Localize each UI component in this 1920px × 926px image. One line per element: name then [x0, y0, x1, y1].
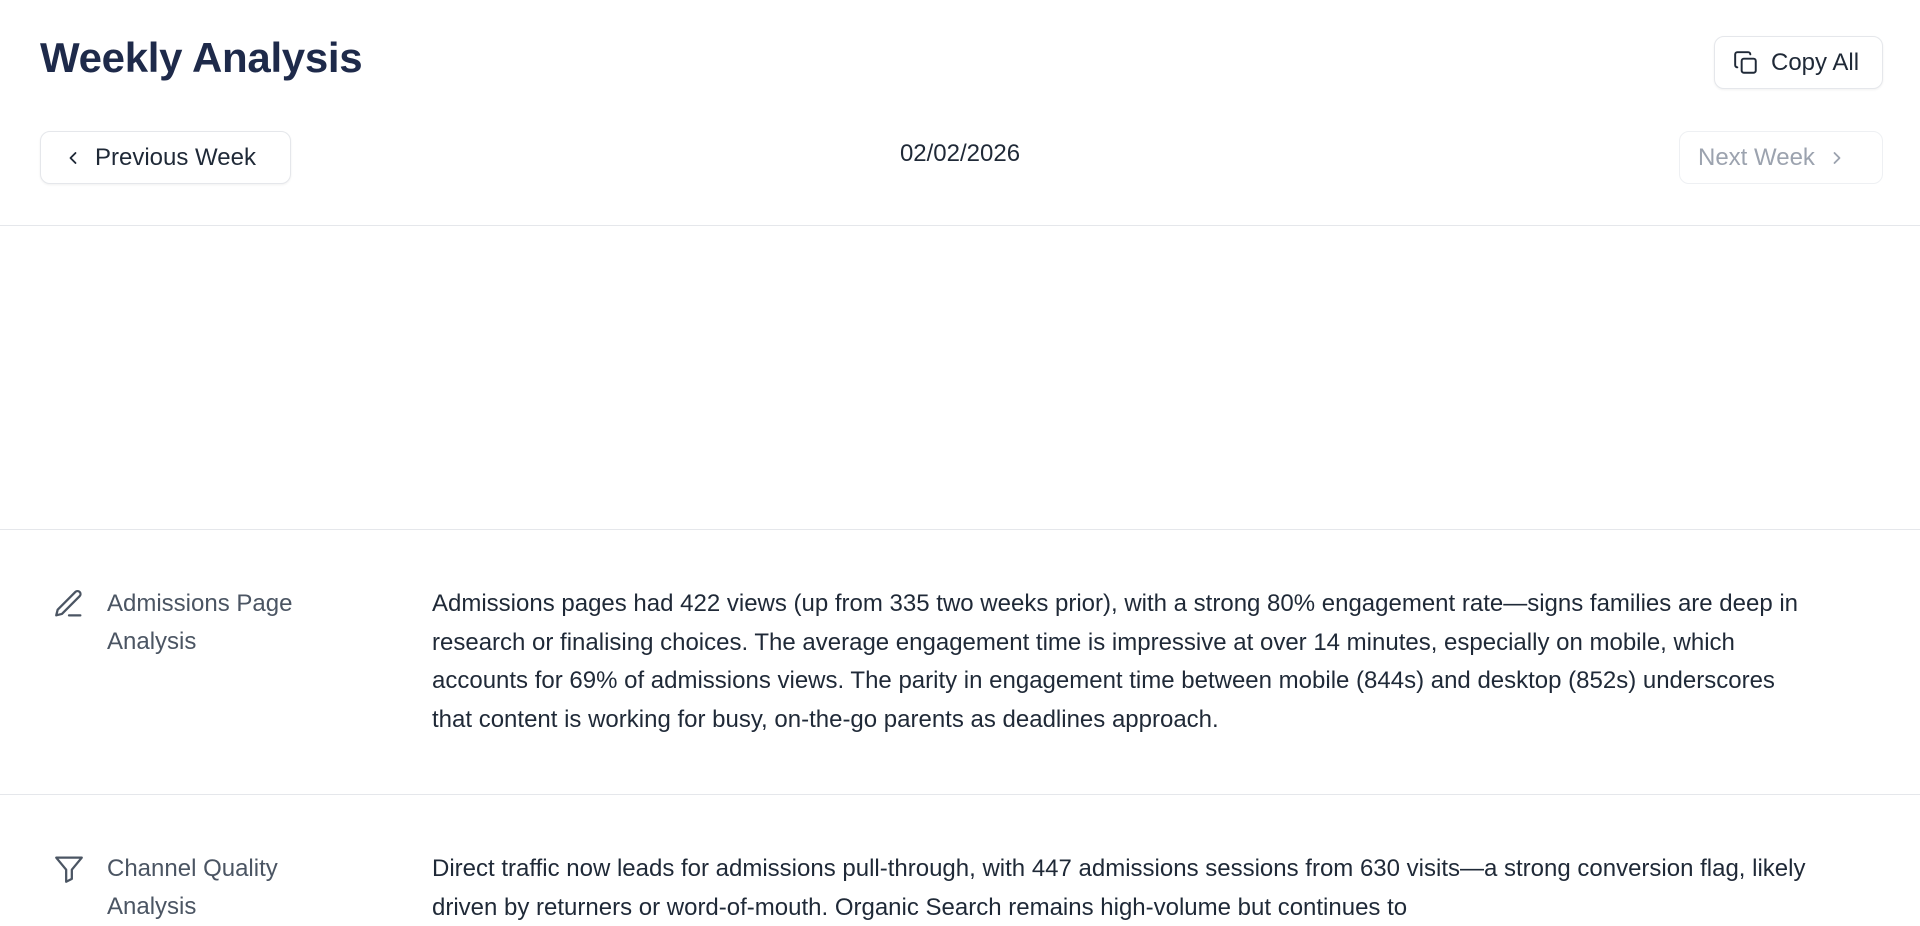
next-week-button[interactable]: [1679, 131, 1883, 184]
copy-all-label: Copy All: [1771, 48, 1860, 76]
previous-week-label: Previous Week: [95, 143, 256, 171]
pencil-icon: [52, 587, 86, 621]
section-label: Channel Quality Analysis: [107, 855, 278, 920]
next-week-label: Next Week: [1698, 143, 1815, 171]
section-body: Admissions pages had 422 views (up from 335 two weeks prior), with a strong 80% engagement rate—signs families are deep in research or finalising choices. The average engagement time is impressive at over 14 minutes, especially on mobile, which accounts for 69% of admissions views. The parity in engagement time between mobile (844s) and desktop (852s) underscores that content is working for busy, on-the-go parents as deadlines approach.: [432, 590, 1799, 733]
current-week-date: 02/02/2026: [899, 140, 1021, 167]
page-title: Weekly Analysis: [40, 34, 363, 81]
filter-icon: [52, 852, 86, 886]
copy-icon: [1733, 50, 1759, 76]
page-header: [0, 0, 1920, 226]
analysis-section-channel-quality: [0, 796, 1920, 926]
content-placeholder: [0, 227, 1920, 530]
copy-all-button[interactable]: [1714, 36, 1883, 89]
section-body: Direct traffic now leads for admissions pull-through, with 447 admissions sessions from 630 visits—a strong conversion flag, likely driven by returners or word-of-mouth. Organic Search remains high-volume but continues to: [432, 855, 1806, 921]
analysis-section-admissions: [0, 531, 1920, 795]
chevron-right-icon: [1827, 148, 1847, 168]
section-label: Admissions Page Analysis: [107, 590, 293, 655]
